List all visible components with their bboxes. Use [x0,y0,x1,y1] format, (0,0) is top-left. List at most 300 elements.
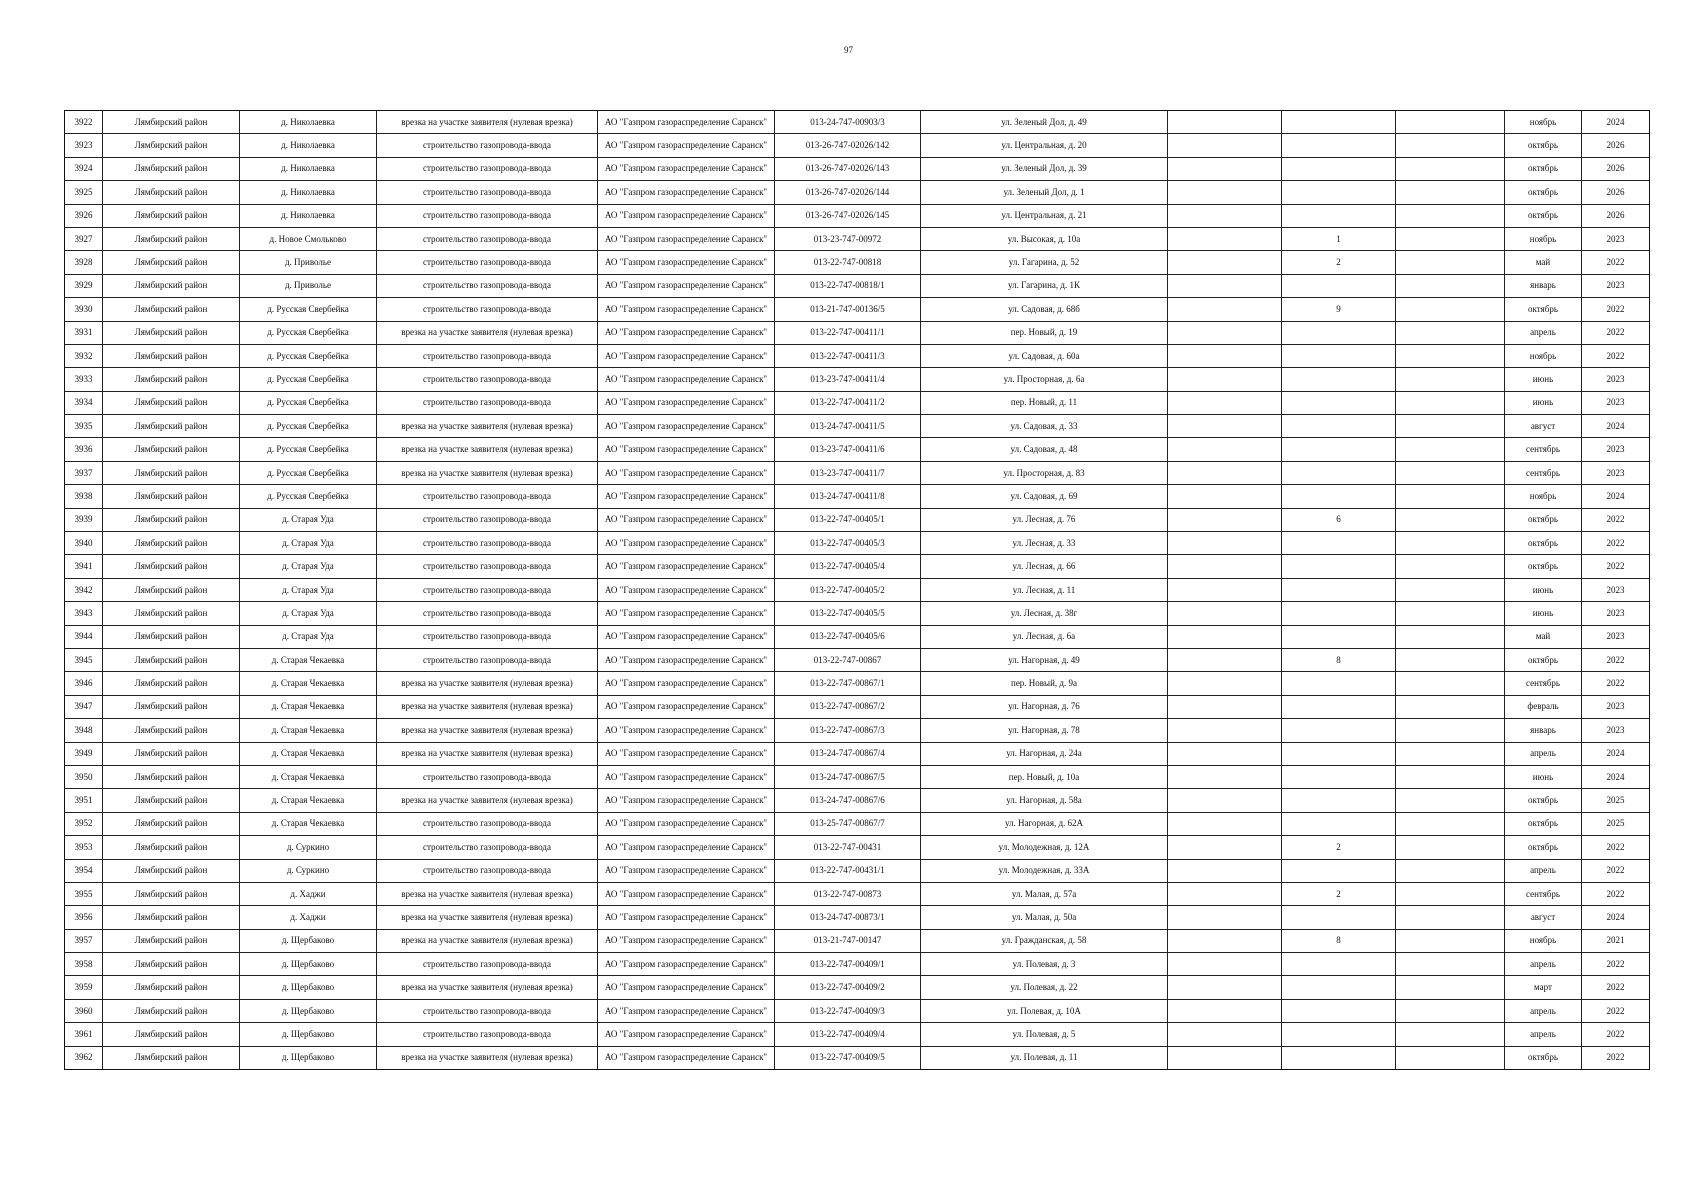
table-row [65,134,1650,157]
cell-count [1282,415,1396,438]
cell-row-number: 3960 [65,999,103,1022]
cell-address: ул. Просторная, д. 83 [921,461,1168,484]
cell-year: 2022 [1582,1046,1650,1069]
cell-row-number: 3962 [65,1046,103,1069]
cell-year: 2023 [1582,438,1650,461]
cell-work-type: врезка на участке заявителя (нулевая врезка) [377,719,598,742]
cell-address: пер. Новый, д. 11 [921,391,1168,414]
table-row [65,976,1650,999]
cell-work-type: строительство газопровода-ввода [377,368,598,391]
cell-district: Лямбирский район [103,929,240,952]
cell-district: Лямбирский район [103,461,240,484]
cell-count [1282,181,1396,204]
cell-col-extra-1 [1168,1023,1282,1046]
cell-month: январь [1505,719,1582,742]
cell-year: 2023 [1582,602,1650,625]
cell-year: 2023 [1582,719,1650,742]
cell-col-extra-1 [1168,836,1282,859]
cell-col-extra-1 [1168,391,1282,414]
cell-row-number: 3959 [65,976,103,999]
table-row [65,765,1650,788]
cell-row-number: 3930 [65,298,103,321]
cell-organization: АО "Газпром газораспределение Саранск" [598,1023,775,1046]
cell-contract-number: 013-22-747-00405/6 [775,625,921,648]
cell-col-extra-2 [1396,602,1505,625]
cell-work-type: строительство газопровода-ввода [377,508,598,531]
cell-settlement: д. Старая Уда [240,555,377,578]
table-row [65,344,1650,367]
cell-month: сентябрь [1505,882,1582,905]
cell-count [1282,859,1396,882]
cell-address: пер. Новый, д. 19 [921,321,1168,344]
cell-settlement: д. Николаевка [240,181,377,204]
cell-col-extra-1 [1168,157,1282,180]
cell-contract-number: 013-23-747-00411/6 [775,438,921,461]
cell-col-extra-1 [1168,508,1282,531]
cell-work-type: строительство газопровода-ввода [377,836,598,859]
cell-count [1282,953,1396,976]
cell-organization: АО "Газпром газораспределение Саранск" [598,695,775,718]
table-row [65,157,1650,180]
cell-organization: АО "Газпром газораспределение Саранск" [598,602,775,625]
cell-contract-number: 013-24-747-00873/1 [775,906,921,929]
cell-contract-number: 013-22-747-00867/1 [775,672,921,695]
cell-year: 2023 [1582,227,1650,250]
cell-district: Лямбирский район [103,298,240,321]
cell-row-number: 3954 [65,859,103,882]
cell-settlement: д. Хаджи [240,882,377,905]
table-row [65,204,1650,227]
cell-row-number: 3957 [65,929,103,952]
cell-count [1282,999,1396,1022]
table-body [65,111,1650,1070]
cell-year: 2023 [1582,274,1650,297]
cell-district: Лямбирский район [103,321,240,344]
cell-work-type: строительство газопровода-ввода [377,157,598,180]
gasification-table [64,110,1650,1070]
cell-col-extra-2 [1396,765,1505,788]
cell-col-extra-1 [1168,906,1282,929]
cell-address: ул. Полевая, д. 22 [921,976,1168,999]
cell-count: 9 [1282,298,1396,321]
cell-year: 2022 [1582,672,1650,695]
cell-address: ул. Нагорная, д. 62А [921,812,1168,835]
cell-contract-number: 013-24-747-00867/6 [775,789,921,812]
cell-contract-number: 013-24-747-00411/8 [775,485,921,508]
cell-row-number: 3948 [65,719,103,742]
cell-contract-number: 013-21-747-00136/5 [775,298,921,321]
cell-address: ул. Нагорная, д. 24а [921,742,1168,765]
cell-row-number: 3934 [65,391,103,414]
cell-address: ул. Гагарина, д. 1К [921,274,1168,297]
cell-district: Лямбирский район [103,976,240,999]
cell-work-type: строительство газопровода-ввода [377,532,598,555]
cell-count [1282,391,1396,414]
cell-count [1282,485,1396,508]
cell-col-extra-2 [1396,251,1505,274]
cell-month: май [1505,625,1582,648]
cell-work-type: строительство газопровода-ввода [377,274,598,297]
table-row [65,368,1650,391]
cell-count [1282,157,1396,180]
cell-settlement: д. Приволье [240,274,377,297]
cell-row-number: 3944 [65,625,103,648]
cell-count [1282,274,1396,297]
cell-col-extra-2 [1396,157,1505,180]
table-row [65,625,1650,648]
table-row [65,648,1650,671]
cell-year: 2023 [1582,391,1650,414]
cell-row-number: 3927 [65,227,103,250]
cell-month: июнь [1505,765,1582,788]
cell-col-extra-2 [1396,648,1505,671]
cell-col-extra-2 [1396,1023,1505,1046]
cell-work-type: врезка на участке заявителя (нулевая врезка) [377,789,598,812]
cell-contract-number: 013-24-747-00903/3 [775,111,921,134]
cell-address: ул. Гражданская, д. 58 [921,929,1168,952]
cell-row-number: 3961 [65,1023,103,1046]
cell-count: 2 [1282,882,1396,905]
cell-month: октябрь [1505,648,1582,671]
cell-col-extra-1 [1168,134,1282,157]
cell-row-number: 3933 [65,368,103,391]
cell-col-extra-2 [1396,368,1505,391]
cell-month: апрель [1505,742,1582,765]
cell-settlement: д. Русская Свербейка [240,368,377,391]
table-row [65,953,1650,976]
cell-month: сентябрь [1505,461,1582,484]
cell-month: ноябрь [1505,929,1582,952]
cell-address: ул. Полевая, д. 11 [921,1046,1168,1069]
cell-year: 2024 [1582,742,1650,765]
cell-col-extra-1 [1168,274,1282,297]
cell-address: ул. Лесная, д. 66 [921,555,1168,578]
cell-work-type: врезка на участке заявителя (нулевая врезка) [377,438,598,461]
cell-organization: АО "Газпром газораспределение Саранск" [598,906,775,929]
cell-work-type: врезка на участке заявителя (нулевая врезка) [377,929,598,952]
cell-month: апрель [1505,999,1582,1022]
cell-col-extra-2 [1396,274,1505,297]
cell-work-type: строительство газопровода-ввода [377,134,598,157]
cell-col-extra-1 [1168,532,1282,555]
table-row [65,111,1650,134]
cell-col-extra-2 [1396,298,1505,321]
cell-contract-number: 013-22-747-00405/3 [775,532,921,555]
cell-contract-number: 013-22-747-00409/1 [775,953,921,976]
cell-contract-number: 013-22-747-00405/1 [775,508,921,531]
cell-address: ул. Садовая, д. 60а [921,344,1168,367]
cell-organization: АО "Газпром газораспределение Саранск" [598,344,775,367]
cell-col-extra-2 [1396,508,1505,531]
cell-address: ул. Садовая, д. 69 [921,485,1168,508]
cell-contract-number: 013-22-747-00867/2 [775,695,921,718]
cell-settlement: д. Старая Чекаевка [240,765,377,788]
cell-row-number: 3947 [65,695,103,718]
cell-address: ул. Гагарина, д. 52 [921,251,1168,274]
cell-count: 2 [1282,251,1396,274]
cell-row-number: 3932 [65,344,103,367]
cell-organization: АО "Газпром газораспределение Саранск" [598,157,775,180]
cell-contract-number: 013-23-747-00411/7 [775,461,921,484]
cell-district: Лямбирский район [103,274,240,297]
cell-district: Лямбирский район [103,719,240,742]
cell-organization: АО "Газпром газораспределение Саранск" [598,438,775,461]
cell-contract-number: 013-24-747-00411/5 [775,415,921,438]
cell-month: октябрь [1505,1046,1582,1069]
cell-settlement: д. Щербаково [240,976,377,999]
table-row [65,695,1650,718]
cell-col-extra-2 [1396,882,1505,905]
cell-settlement: д. Новое Смольково [240,227,377,250]
cell-col-extra-2 [1396,344,1505,367]
cell-col-extra-2 [1396,859,1505,882]
cell-district: Лямбирский район [103,485,240,508]
cell-row-number: 3928 [65,251,103,274]
cell-work-type: строительство газопровода-ввода [377,344,598,367]
cell-work-type: строительство газопровода-ввода [377,999,598,1022]
cell-row-number: 3939 [65,508,103,531]
cell-settlement: д. Щербаково [240,953,377,976]
cell-month: октябрь [1505,812,1582,835]
cell-organization: АО "Газпром газораспределение Саранск" [598,555,775,578]
cell-work-type: строительство газопровода-ввода [377,765,598,788]
cell-organization: АО "Газпром газораспределение Саранск" [598,227,775,250]
cell-address: ул. Молодежная, д. 33А [921,859,1168,882]
cell-month: октябрь [1505,789,1582,812]
cell-col-extra-1 [1168,578,1282,601]
cell-settlement: д. Русская Свербейка [240,391,377,414]
cell-contract-number: 013-23-747-00972 [775,227,921,250]
table-row [65,719,1650,742]
cell-work-type: строительство газопровода-ввода [377,648,598,671]
cell-organization: АО "Газпром газораспределение Саранск" [598,672,775,695]
cell-work-type: врезка на участке заявителя (нулевая врезка) [377,906,598,929]
cell-year: 2024 [1582,765,1650,788]
cell-col-extra-1 [1168,765,1282,788]
cell-district: Лямбирский район [103,344,240,367]
table-row [65,929,1650,952]
cell-district: Лямбирский район [103,906,240,929]
cell-year: 2022 [1582,882,1650,905]
cell-organization: АО "Газпром газораспределение Саранск" [598,765,775,788]
cell-count [1282,695,1396,718]
cell-district: Лямбирский район [103,391,240,414]
cell-count [1282,906,1396,929]
cell-count: 8 [1282,648,1396,671]
table-row [65,321,1650,344]
cell-year: 2022 [1582,859,1650,882]
cell-address: ул. Центральная, д. 20 [921,134,1168,157]
cell-col-extra-1 [1168,438,1282,461]
cell-contract-number: 013-26-747-02026/142 [775,134,921,157]
cell-district: Лямбирский район [103,578,240,601]
cell-address: ул. Просторная, д. 6а [921,368,1168,391]
cell-year: 2022 [1582,555,1650,578]
cell-year: 2022 [1582,999,1650,1022]
cell-district: Лямбирский район [103,812,240,835]
table-row [65,578,1650,601]
cell-settlement: д. Русская Свербейка [240,485,377,508]
cell-address: ул. Лесная, д. 38г [921,602,1168,625]
cell-address: ул. Зеленый Дол, д. 1 [921,181,1168,204]
cell-organization: АО "Газпром газораспределение Саранск" [598,111,775,134]
cell-organization: АО "Газпром газораспределение Саранск" [598,929,775,952]
cell-address: ул. Лесная, д. 6а [921,625,1168,648]
cell-col-extra-1 [1168,181,1282,204]
cell-organization: АО "Газпром газораспределение Саранск" [598,625,775,648]
cell-settlement: д. Старая Уда [240,532,377,555]
cell-district: Лямбирский район [103,415,240,438]
cell-col-extra-2 [1396,695,1505,718]
cell-year: 2022 [1582,648,1650,671]
cell-address: ул. Лесная, д. 11 [921,578,1168,601]
table-row [65,298,1650,321]
cell-col-extra-1 [1168,1046,1282,1069]
cell-col-extra-2 [1396,976,1505,999]
cell-work-type: врезка на участке заявителя (нулевая врезка) [377,976,598,999]
cell-col-extra-1 [1168,953,1282,976]
cell-district: Лямбирский район [103,181,240,204]
cell-row-number: 3941 [65,555,103,578]
cell-district: Лямбирский район [103,625,240,648]
cell-contract-number: 013-22-747-00409/4 [775,1023,921,1046]
cell-col-extra-1 [1168,672,1282,695]
cell-district: Лямбирский район [103,999,240,1022]
table-row [65,1046,1650,1069]
cell-count [1282,461,1396,484]
cell-col-extra-1 [1168,812,1282,835]
cell-row-number: 3952 [65,812,103,835]
cell-count [1282,602,1396,625]
cell-work-type: врезка на участке заявителя (нулевая врезка) [377,672,598,695]
table-row [65,812,1650,835]
cell-col-extra-2 [1396,111,1505,134]
cell-month: октябрь [1505,298,1582,321]
cell-settlement: д. Приволье [240,251,377,274]
cell-col-extra-2 [1396,204,1505,227]
cell-col-extra-2 [1396,999,1505,1022]
cell-row-number: 3936 [65,438,103,461]
cell-year: 2026 [1582,204,1650,227]
cell-col-extra-2 [1396,812,1505,835]
cell-row-number: 3923 [65,134,103,157]
cell-year: 2022 [1582,953,1650,976]
cell-count [1282,134,1396,157]
cell-col-extra-1 [1168,859,1282,882]
cell-month: ноябрь [1505,485,1582,508]
cell-count [1282,532,1396,555]
cell-address: ул. Полевая, д. 3 [921,953,1168,976]
cell-district: Лямбирский район [103,111,240,134]
cell-col-extra-1 [1168,625,1282,648]
cell-year: 2023 [1582,461,1650,484]
cell-year: 2024 [1582,111,1650,134]
cell-organization: АО "Газпром газораспределение Саранск" [598,274,775,297]
cell-organization: АО "Газпром газораспределение Саранск" [598,836,775,859]
cell-month: январь [1505,274,1582,297]
cell-work-type: строительство газопровода-ввода [377,1023,598,1046]
cell-row-number: 3953 [65,836,103,859]
cell-col-extra-2 [1396,929,1505,952]
cell-address: ул. Полевая, д. 10А [921,999,1168,1022]
cell-row-number: 3937 [65,461,103,484]
cell-contract-number: 013-26-747-02026/143 [775,157,921,180]
cell-month: июнь [1505,368,1582,391]
cell-organization: АО "Газпром газораспределение Саранск" [598,204,775,227]
cell-organization: АО "Газпром газораспределение Саранск" [598,1046,775,1069]
cell-col-extra-1 [1168,227,1282,250]
cell-row-number: 3929 [65,274,103,297]
cell-year: 2022 [1582,532,1650,555]
cell-contract-number: 013-26-747-02026/144 [775,181,921,204]
cell-contract-number: 013-22-747-00411/2 [775,391,921,414]
cell-address: ул. Лесная, д. 33 [921,532,1168,555]
cell-settlement: д. Щербаково [240,1046,377,1069]
cell-organization: АО "Газпром газораспределение Саранск" [598,134,775,157]
cell-contract-number: 013-24-747-00867/5 [775,765,921,788]
cell-organization: АО "Газпром газораспределение Саранск" [598,999,775,1022]
cell-district: Лямбирский район [103,532,240,555]
cell-col-extra-2 [1396,953,1505,976]
cell-settlement: д. Старая Чекаевка [240,812,377,835]
cell-settlement: д. Старая Уда [240,625,377,648]
cell-work-type: строительство газопровода-ввода [377,204,598,227]
table-row [65,251,1650,274]
cell-contract-number: 013-22-747-00867 [775,648,921,671]
cell-settlement: д. Старая Чекаевка [240,695,377,718]
cell-col-extra-1 [1168,648,1282,671]
cell-settlement: д. Суркино [240,836,377,859]
cell-work-type: врезка на участке заявителя (нулевая врезка) [377,742,598,765]
cell-district: Лямбирский район [103,157,240,180]
table-row [65,555,1650,578]
cell-year: 2024 [1582,485,1650,508]
cell-work-type: врезка на участке заявителя (нулевая врезка) [377,695,598,718]
cell-col-extra-2 [1396,555,1505,578]
cell-year: 2022 [1582,321,1650,344]
cell-address: ул. Садовая, д. 48 [921,438,1168,461]
cell-col-extra-1 [1168,415,1282,438]
cell-organization: АО "Газпром газораспределение Саранск" [598,321,775,344]
table-row [65,508,1650,531]
cell-address: ул. Нагорная, д. 49 [921,648,1168,671]
cell-district: Лямбирский район [103,882,240,905]
cell-address: ул. Нагорная, д. 78 [921,719,1168,742]
table-row [65,532,1650,555]
cell-organization: АО "Газпром газораспределение Саранск" [598,181,775,204]
cell-district: Лямбирский район [103,742,240,765]
cell-contract-number: 013-22-747-00431/1 [775,859,921,882]
cell-district: Лямбирский район [103,1023,240,1046]
cell-year: 2023 [1582,695,1650,718]
cell-address: пер. Новый, д. 9а [921,672,1168,695]
cell-count [1282,1023,1396,1046]
cell-contract-number: 013-25-747-00867/7 [775,812,921,835]
cell-settlement: д. Старая Чекаевка [240,672,377,695]
cell-year: 2022 [1582,976,1650,999]
cell-work-type: врезка на участке заявителя (нулевая врезка) [377,461,598,484]
cell-col-extra-2 [1396,672,1505,695]
cell-col-extra-2 [1396,391,1505,414]
cell-address: ул. Зеленый Дол, д. 39 [921,157,1168,180]
table-row [65,227,1650,250]
cell-col-extra-2 [1396,906,1505,929]
cell-organization: АО "Газпром газораспределение Саранск" [598,859,775,882]
cell-contract-number: 013-21-747-00147 [775,929,921,952]
cell-col-extra-2 [1396,625,1505,648]
cell-col-extra-1 [1168,321,1282,344]
cell-month: май [1505,251,1582,274]
